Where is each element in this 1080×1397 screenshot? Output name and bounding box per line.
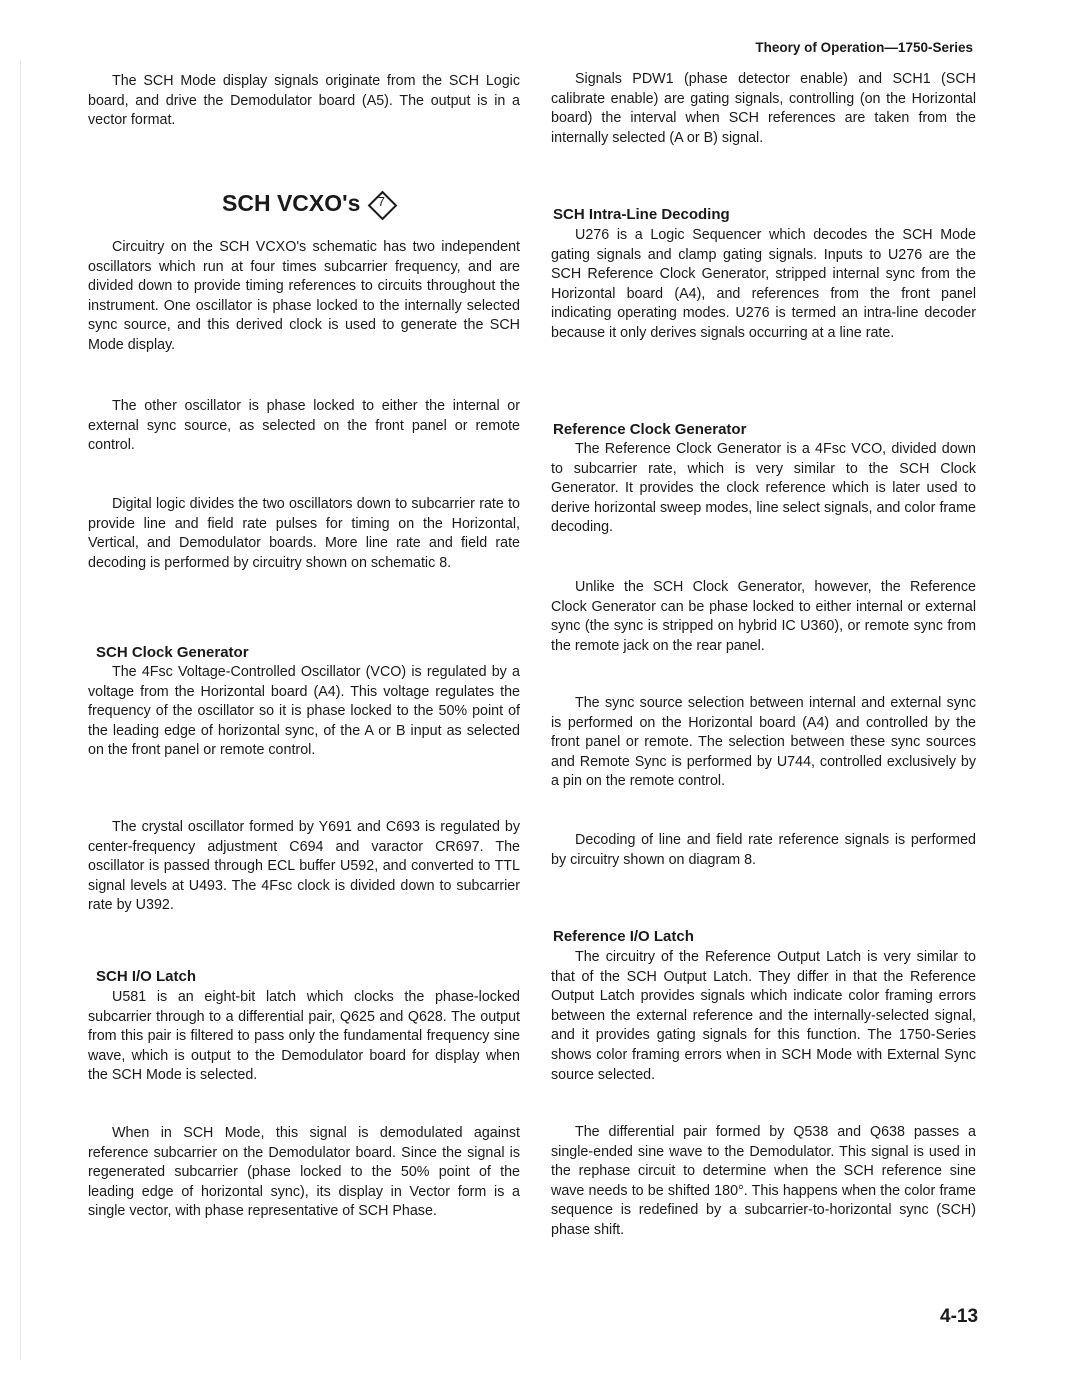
paragraph: Unlike the SCH Clock Generator, however, the Reference Clock Generator can be phase locked to either internal or external sync (the sync is stripped on hybrid IC U360), or remote sync from the remote jack on the rear panel. (551, 579, 976, 654)
subheading: SCH Intra-Line Decoding (553, 206, 730, 223)
paragraph: The differential pair formed by Q538 and Q638 passes a single-ended sine wave to the Demodulator. This signal is used in the rephase circuit to determine when the SCH reference sine wave needs to be shifted 180°. This happens when the color frame sequence is redefined by a subcarrier-to-horizontal sync (SCH) phase shift. (551, 1124, 976, 1238)
schematic-number: 7 (377, 193, 386, 209)
paragraph: The circuitry of the Reference Output Latch is very similar to that of the SCH Output Latch. They differ in that the Reference Output Latch provides signals which indicate color framing errors between the external reference and the internally-selected signal, and it provides gating signals for this function. The 1750-Series shows color framing errors when in SCH Mode with External Sync source selected. (551, 949, 976, 1083)
paragraph: Circuitry on the SCH VCXO's schematic has two independent oscillators which run at four times subcarrier frequency, and are divided down to provide timing references to circuits throughout the instrument. One oscillator is phase locked to the internally selected sync source, and this derived clock is used to generate the SCH Mode display. (88, 239, 520, 353)
paragraph: The SCH Mode display signals originate from the SCH Logic board, and drive the Demodulator board (A5). The output is in a vector format. (88, 73, 520, 129)
paragraph: U276 is a Logic Sequencer which decodes the SCH Mode gating signals and clamp gating signals. Inputs to U276 are the SCH Reference Clock Generator, stripped internal sync from the Horizontal board (A4), and references from the front panel indicating operating modes. U276 is termed an intra-line decoder because it only derives signals occurring at a line rate. (551, 227, 976, 341)
subheading: SCH I/O Latch (96, 968, 197, 985)
page-number: 4-13 (940, 1306, 979, 1327)
paragraph: The sync source selection between internal and external sync is performed on the Horizontal board (A4) and controlled by the front panel or remote. The selection between these sync sources and Remote Sync is performed by U744, controlled exclusively by a pin on the remote control. (551, 695, 976, 790)
paragraph: Signals PDW1 (phase detector enable) and SCH1 (SCH calibrate enable) are gating signals, controlling (on the Horizontal board) the interval when SCH references are taken from the internally selected (A or B) signal. (551, 71, 976, 146)
paragraph: U581 is an eight-bit latch which clocks the phase-locked subcarrier through to a differential pair, Q625 and Q628. The output from this pair is filtered to pass only the fundamental frequency sine wave, which is output to the Demodulator board for display when the SCH Mode is selected. (88, 989, 520, 1084)
section-title (222, 190, 394, 217)
running-header: Theory of Operation—1750-Series (755, 40, 973, 55)
paragraph: Decoding of line and field rate reference signals is performed by circuitry shown on diagram 8. (551, 832, 976, 868)
paragraph: The 4Fsc Voltage-Controlled Oscillator (VCO) is regulated by a voltage from the Horizontal board (A4). This voltage regulates the frequency of the oscillator so it is phase locked to the 50% point of the leading edge of horizontal sync, of the A or B input as selected on the front panel or remote control. (88, 664, 520, 759)
subheading: Reference I/O Latch (553, 928, 694, 945)
paragraph: The other oscillator is phase locked to either the internal or external sync source, as selected on the front panel or remote control. (88, 398, 520, 454)
section-title-text: SCH VCXO's (222, 190, 361, 216)
subheading: SCH Clock Generator (96, 644, 249, 661)
paragraph: The Reference Clock Generator is a 4Fsc VCO, divided down to subcarrier rate, which is very similar to the SCH Clock Generator. It provides the clock reference which is later used to derive horizontal sweep modes, line select signals, and color frame decoding. (551, 441, 976, 536)
paragraph: When in SCH Mode, this signal is demodulated against reference subcarrier on the Demodulator board. Since the signal is regenerated subcarrier (phase locked to the 50% point of the leading edge of horizontal sync), its display in Vector form is a single vector, with phase representative of SCH Phase. (88, 1125, 520, 1220)
binding-edge-mark (20, 60, 21, 1360)
paragraph: The crystal oscillator formed by Y691 and C693 is regulated by center-frequency adjustment C694 and varactor CR697. The oscillator is passed through ECL buffer U592, and converted to TTL signal levels at U493. The 4Fsc clock is divided down to subcarrier rate by U392. (88, 819, 520, 914)
subheading: Reference Clock Generator (553, 421, 747, 438)
paragraph: Digital logic divides the two oscillators down to subcarrier rate to provide line and field rate pulses for timing on the Horizontal, Vertical, and Demodulator boards. More line rate and field rate decoding is performed by circuitry shown on schematic 8. (88, 496, 520, 571)
schematic-number-diamond-icon (368, 191, 394, 217)
